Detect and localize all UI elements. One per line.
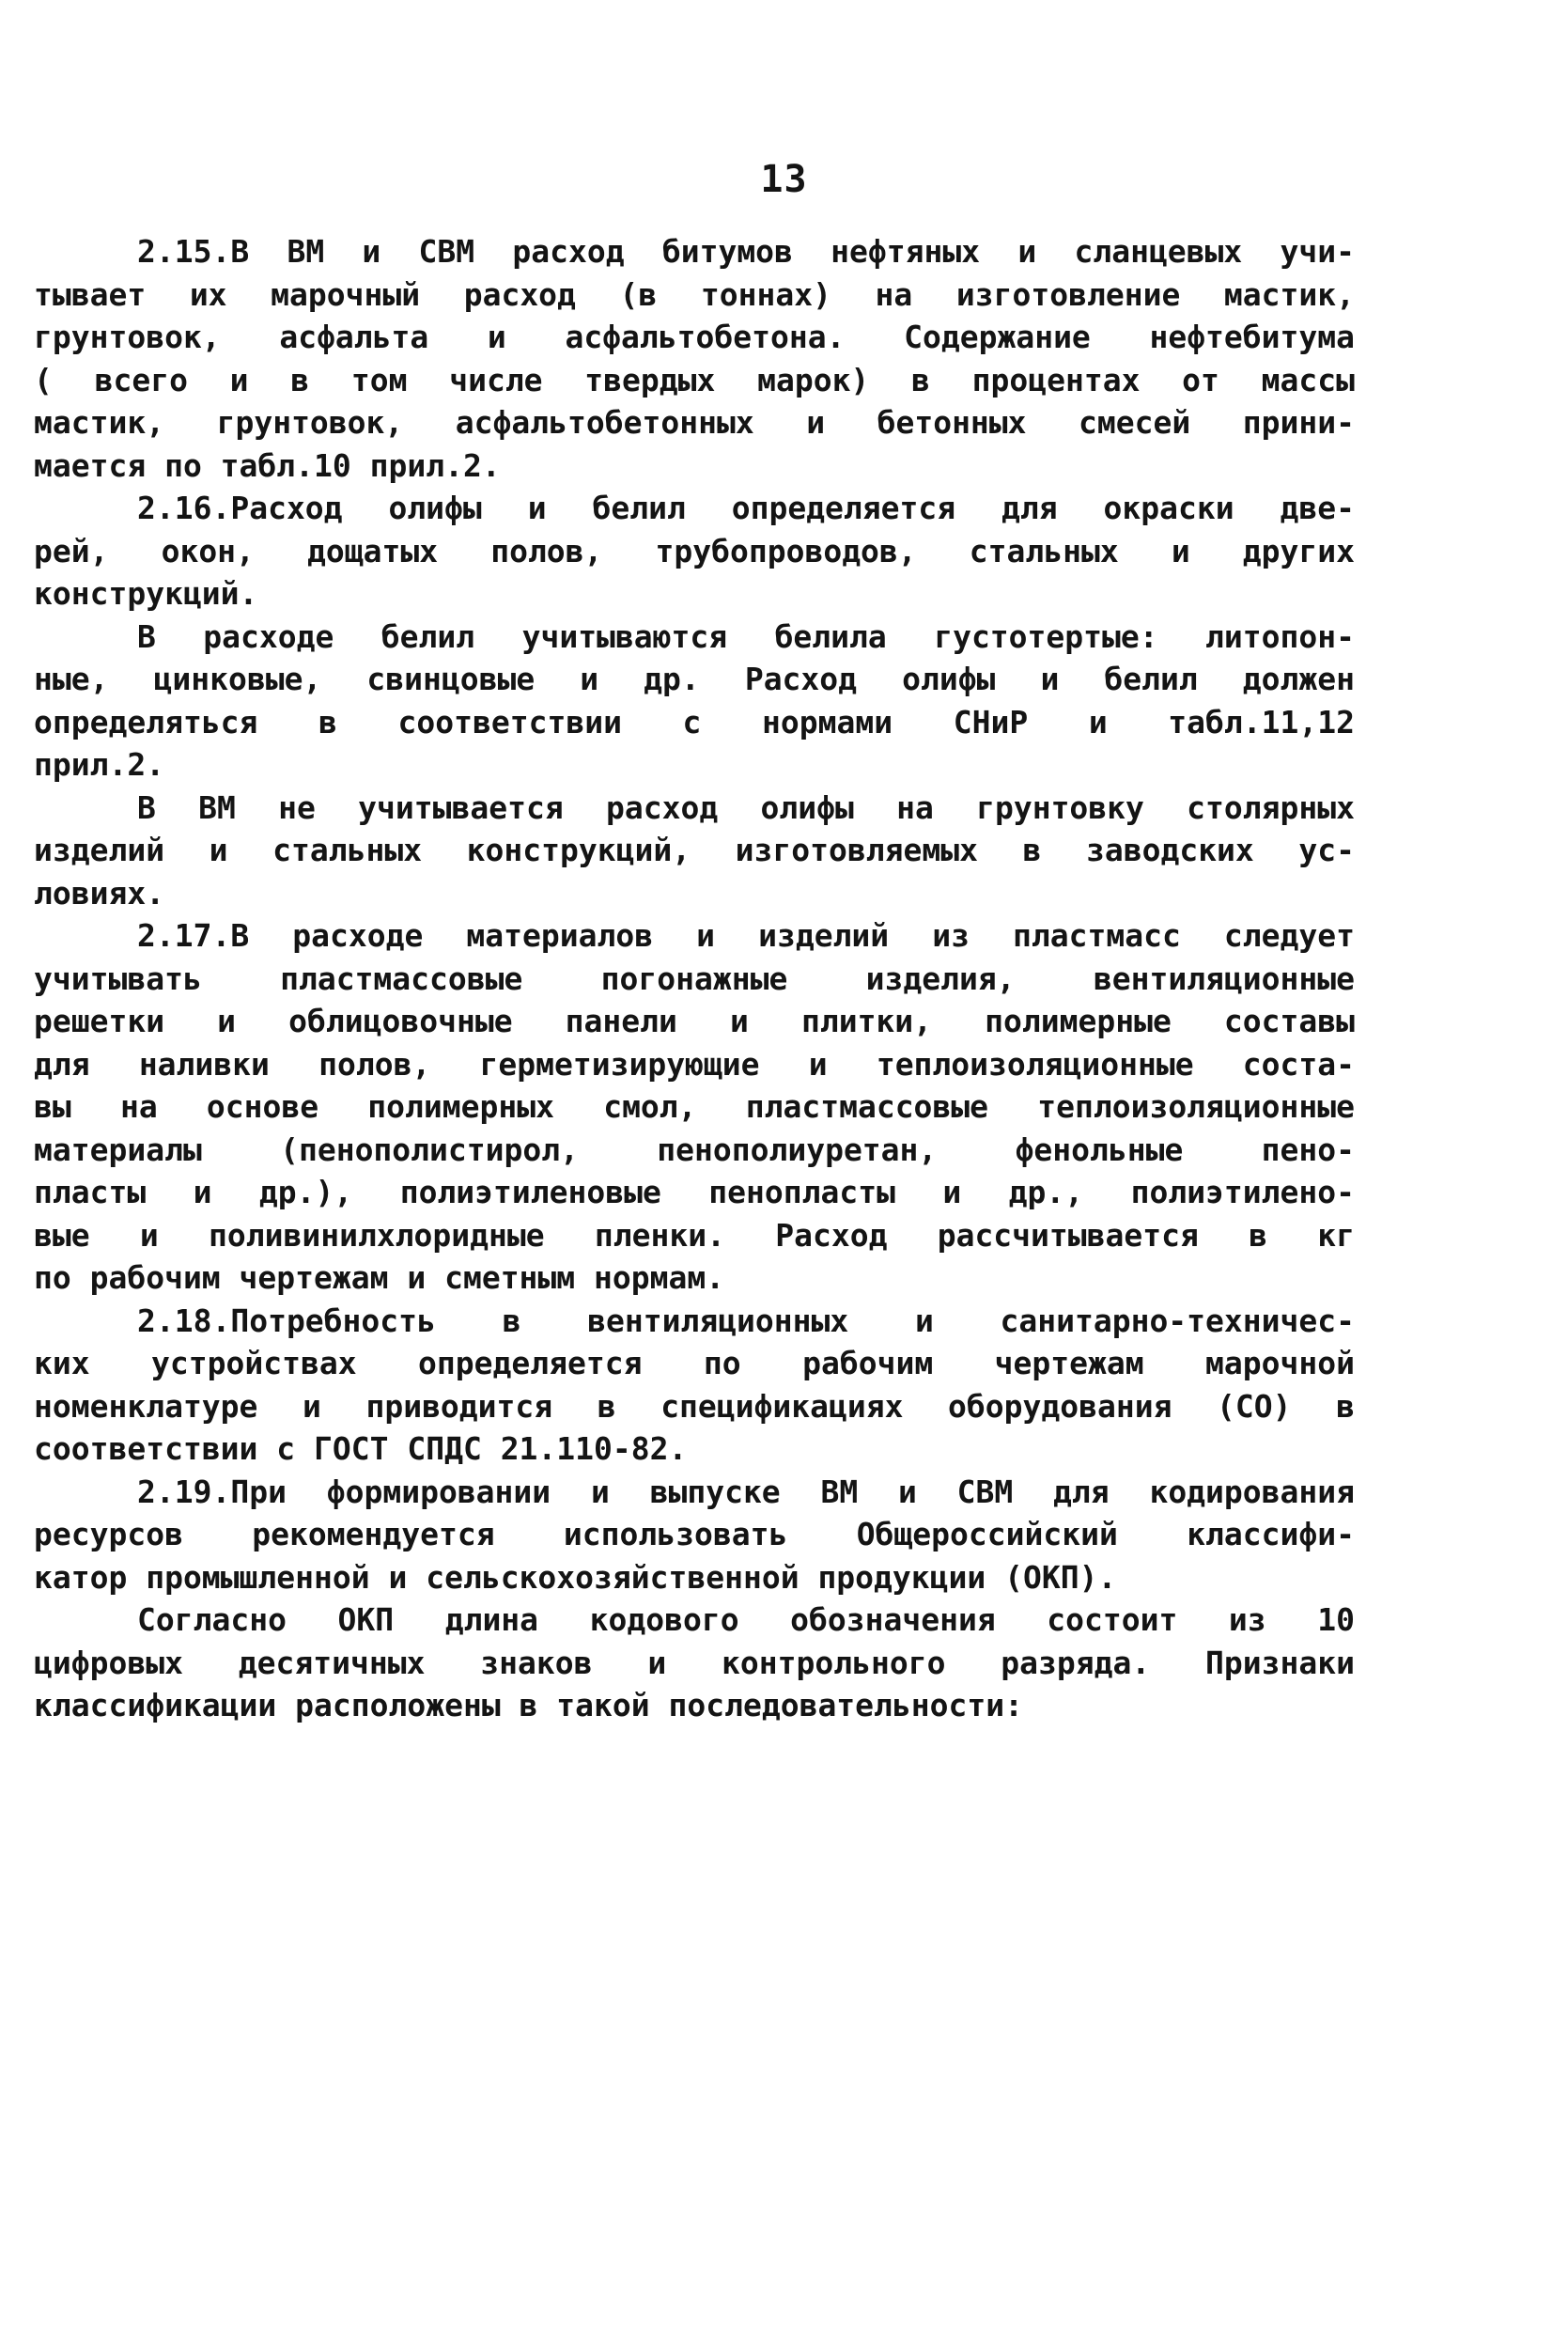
text-line: учитывать пластмассовые погонажные изделия, вентиляционные — [34, 959, 1355, 997]
text-line: конструкций. — [34, 575, 258, 612]
text-line: катор промышленной и сельскохозяйственной продукции (ОКП). — [34, 1558, 1117, 1596]
text-line: ресурсов рекомендуется использовать Общероссийский классифи- — [34, 1516, 1355, 1552]
text-line: 2.16.Расход олифы и белил определяется для окраски две- — [137, 490, 1355, 526]
text-line: ные, цинковые, свинцовые и др. Расход олифы и белил должен — [34, 661, 1355, 697]
text-line: мастик, грунтовок, асфальтобетонных и бетонных смесей прини- — [34, 404, 1355, 441]
text-line: рей, окон, дощатых полов, трубопроводов, стальных и других — [34, 532, 1355, 569]
text-line: 2.19.При формировании и выпуске ВМ и СВМ для кодирования — [137, 1473, 1355, 1510]
text-line: тывает их марочный расход (в тоннах) на изготовление мастик, — [34, 275, 1355, 313]
text-line: определяться в соответствии с нормами СНиР и табл.11,12 — [34, 703, 1355, 741]
text-line: классификации расположены в такой последовательности: — [34, 1687, 1023, 1723]
text-line: вые и поливинилхлоридные пленки. Расход рассчитывается в кг — [34, 1216, 1355, 1254]
text-line: решетки и облицовочные панели и плитки, полимерные составы — [34, 1003, 1355, 1039]
text-line: пласты и др.), полиэтиленовые пенопласты и др., полиэтилено- — [34, 1174, 1355, 1210]
text-line: для наливки полов, герметизирующие и теплоизоляционные соста- — [34, 1045, 1355, 1083]
text-line: прил.2. — [34, 746, 165, 783]
text-line: Согласно ОКП длина кодового обозначения состоит из 10 — [137, 1601, 1355, 1638]
text-line: номенклатуре и приводится в спецификациях оборудования (СО) в — [34, 1387, 1355, 1425]
text-line: цифровых десятичных знаков и контрольного разряда. Признаки — [34, 1644, 1355, 1681]
text-line: ловиях. — [34, 874, 165, 912]
text-line: соответствии с ГОСТ СПДС 21.110-82. — [34, 1430, 688, 1467]
text-line: В ВМ не учитывается расход олифы на грунтовку столярных — [137, 788, 1355, 826]
text-line: ких устройствах определяется по рабочим чертежам марочной — [34, 1345, 1355, 1381]
text-line: изделий и стальных конструкций, изготовляемых в заводских ус- — [34, 832, 1355, 868]
text-line: вы на основе полимерных смол, пластмассовые теплоизоляционные — [34, 1088, 1355, 1125]
text-line: В расходе белил учитываются белила густотертые: литопон- — [137, 617, 1355, 655]
text-line: 2.15.В ВМ и СВМ расход битумов нефтяных и сланцевых учи- — [137, 233, 1355, 270]
text-line: грунтовок, асфальта и асфальтобетона. Содержание нефтебитума — [34, 319, 1355, 355]
page-number: 13 — [760, 158, 808, 201]
body-text — [34, 230, 1355, 1727]
text-line: 2.17.В расходе материалов и изделий из пластмасс следует — [137, 917, 1355, 954]
text-line: материалы (пенополистирол, пенополиуретан, фенольные пено- — [34, 1131, 1355, 1168]
text-line: по рабочим чертежам и сметным нормам. — [34, 1259, 725, 1296]
text-line: ( всего и в том числе твердых марок) в процентах от массы — [34, 361, 1355, 398]
text-line: мается по табл.10 прил.2. — [34, 446, 501, 484]
text-line: 2.18.Потребность в вентиляционных и санитарно-техничес- — [137, 1302, 1355, 1339]
